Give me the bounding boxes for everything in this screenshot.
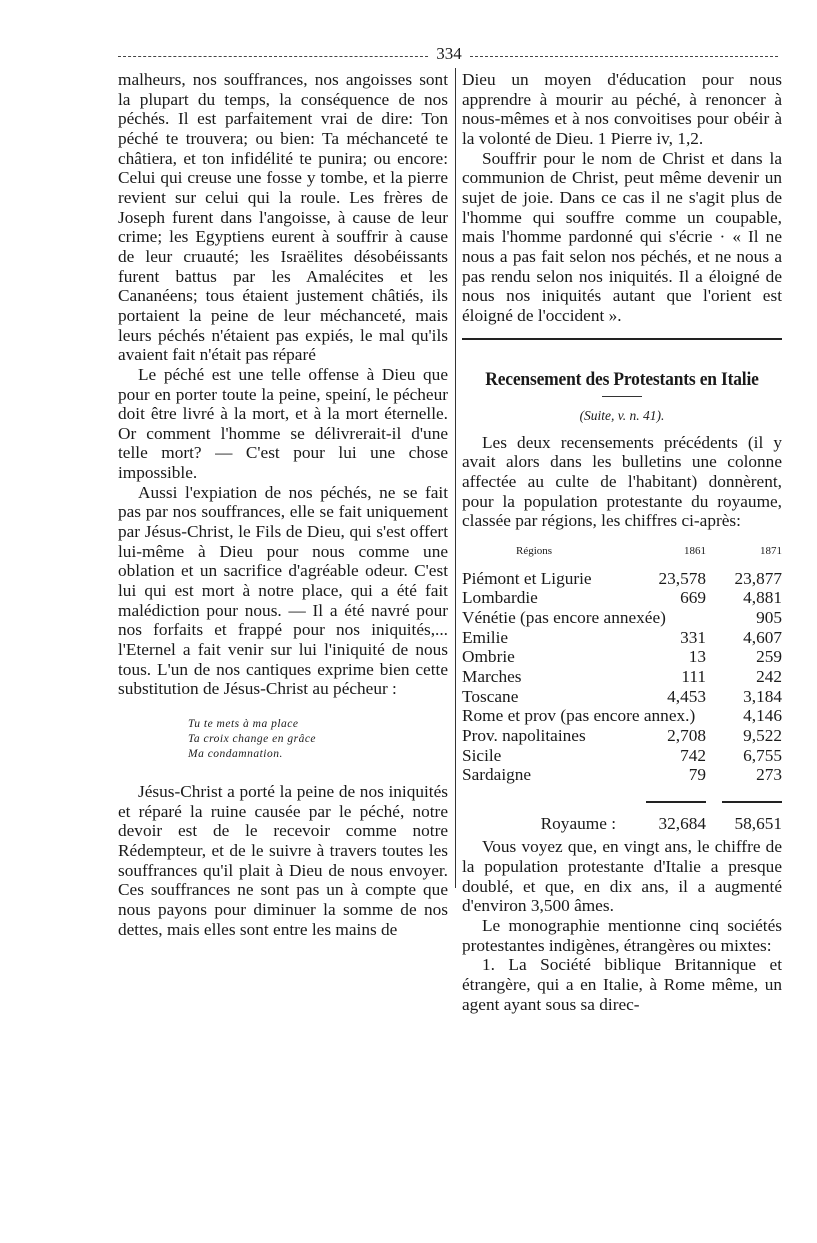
paragraph: Dieu un moyen d'éducation pour nous apprendre à mourir au péché, à renoncer à nous-mêmes et à nos convoitises pour obéir à la volonté de Dieu. 1 Pierre iv, 1,2. [462, 70, 782, 148]
paragraph: Vous voyez que, en vingt ans, le chiffre de la population protestante d'Italie a presque doublé, et que, en dix ans, il a augmenté d'environ 3,500 âmes. [462, 837, 782, 916]
left-column [118, 70, 448, 939]
table-row [462, 569, 782, 589]
header-1861: 1861 [684, 544, 706, 557]
section-rule [462, 338, 782, 340]
table-row [462, 667, 782, 687]
total-label: Royaume : [540, 813, 616, 833]
value-1871: 4,146 [743, 706, 782, 726]
region-name: Sardaigne [462, 765, 532, 785]
section-subtitle: (Suite, v. n. 41). [579, 407, 665, 423]
region-name: Rome et prov (pas encore annex.) [462, 706, 696, 726]
verse-line: Tu te mets à ma place [188, 718, 299, 730]
value-1861: 669 [680, 588, 706, 608]
region-name: Toscane [462, 686, 519, 706]
paragraph: Le péché est une telle offense à Dieu que pour en porter toute la peine, speiní, le pécheur doit être livré à la mort, et à la mort éternelle. Or comment l'homme se délivrerait-il d'une telle mort? — C'est pour lui une chose impossible. [118, 364, 448, 483]
table-row [462, 647, 782, 667]
paragraph: 1. La Société biblique Britannique et étrangère, qui a en Italie, à Rome même, un agent ayant sous sa direc- [462, 955, 782, 1014]
right-column [462, 70, 782, 1014]
value-1861: 23,578 [658, 568, 706, 588]
total-1861: 32,684 [658, 813, 706, 833]
total-1871: 58,651 [734, 813, 782, 833]
verse-line: Ma condamnation. [188, 748, 283, 760]
paragraph: Le monographie mentionne cinq sociétés protestantes indigènes, étrangères ou mixtes: [462, 915, 782, 955]
header-rule-left [118, 56, 428, 57]
sum-rule [646, 801, 706, 803]
value-1861: 331 [680, 627, 706, 647]
section-title: Recensement des Protestants en Italie [485, 368, 759, 390]
page-number: 334 [436, 44, 462, 63]
header-rule-right [470, 56, 778, 57]
table-row [462, 726, 782, 746]
verse-line: Ta croix change en grâce [188, 733, 317, 745]
sum-rule [722, 801, 782, 803]
table-row [462, 706, 782, 726]
value-1871: 3,184 [743, 686, 782, 706]
table-row [462, 608, 782, 628]
region-name: Vénétie (pas encore annexée) [462, 608, 666, 628]
census-body [462, 569, 782, 785]
table-row [462, 765, 782, 785]
value-1861: 2,708 [667, 726, 706, 746]
region-name: Piémont et Ligurie [462, 568, 592, 588]
region-name: Ombrie [462, 647, 515, 667]
region-name: Marches [462, 667, 522, 687]
title-rule [602, 396, 642, 397]
table-header-row [462, 543, 782, 569]
header-regions: Régions [516, 544, 553, 557]
value-1871: 6,755 [743, 745, 782, 765]
table-row [462, 746, 782, 766]
value-1871: 23,877 [734, 568, 782, 588]
table-row [462, 687, 782, 707]
header-1871: 1871 [760, 544, 782, 557]
value-1871: 4,881 [743, 588, 782, 608]
value-1871: 4,607 [743, 627, 782, 647]
section-intro: Les deux recensements précédents (il y avait alors dans les bulletins une colonne affectée au culte de l'habitant) donnèrent, pour la population protestante du royaume, classée par régions, les chiffres ci-après: [462, 432, 782, 531]
value-1871: 273 [756, 765, 782, 785]
paragraph: malheurs, nos souffrances, nos angoisses sont la plupart du temps, la conséquence de nos péchés. Il est parfaitement vrai de dire: Ton péché te trouvera; ou bien: Ta méchanceté te châtiera, et ton infidélité te punira; ou encore: Celui qui creuse une fosse y tombe, et la pierre revient sur celui qui la roule. Les frères de Joseph furent dans l'angoisse, à cause de leur crime; les Egyptiens eurent à souffrir à cause de leur cruauté; les Israëlites désobéissants furent battus par les Amalécites et les Cananéens; tous étaient justement châtiés, ils portaient la peine de leur méchanceté, mais leurs péchés n'étaient pas expiés, le mal qu'ils avaient fait n'était pas réparé [118, 70, 448, 365]
column-divider [455, 68, 456, 888]
region-name: Prov. napolitaines [462, 726, 586, 746]
value-1871: 259 [756, 647, 782, 667]
region-name: Emilie [462, 627, 509, 647]
paragraph: Jésus-Christ a porté la peine de nos iniquités et réparé la ruine causée par le péché, notre devoir est de le recevoir comme notre Rédempteur, et de le suivre à travers toutes les souffrances qu'il plait à Dieu de nous envoyer. Ces souffrances ne sont pas un à compte que nous payons pour diminuer la somme de nos dettes, mais elles sont entre les mains de [118, 782, 448, 939]
total-row [462, 814, 782, 834]
value-1861: 111 [681, 667, 706, 687]
region-name: Lombardie [462, 588, 538, 608]
table-row [462, 628, 782, 648]
table-row [462, 588, 782, 608]
value-1871: 9,522 [743, 726, 782, 746]
value-1861: 13 [688, 647, 706, 667]
value-1871: 242 [756, 667, 782, 687]
value-1871: 905 [756, 608, 782, 628]
paragraph: Souffrir pour le nom de Christ et dans la communion de Christ, peut même devenir un sujet de joie. Dans ce cas il ne s'agit plus de l'homme qui souffre comme un coupable, mais l'homme pardonné qui s'écrie · « Il ne nous a pas fait selon nos péchés, et ne nous a pas rendu selon nos iniquités. Il a éloigné de nous nos iniquités autant que l'orient est éloigné de l'occident ». [462, 148, 782, 325]
census-table [462, 543, 782, 834]
hymn-verse [188, 717, 448, 762]
region-name: Sicile [462, 745, 502, 765]
value-1861: 742 [680, 745, 706, 765]
page-header [118, 44, 778, 64]
paragraph: Aussi l'expiation de nos péchés, ne se fait pas par nos souffrances, elle se fait uniquement par Jésus-Christ, le Fils de Dieu, qui s'est offert lui-même à Dieu pour nous comme une oblation et un sacrifice d'agréable odeur. C'est lui qui est mort à notre place, qui a été fait malédiction pour nous. — Il a été navré pour nos forfaits et frappé pour nos iniquités,... l'Eternel a fait venir sur lui l'iniquité de nous tous. L'un de nos cantiques exprime bien cette substitution de Jésus-Christ au pécheur : [118, 482, 448, 699]
sum-rules [462, 785, 782, 814]
value-1861: 4,453 [667, 686, 706, 706]
value-1861: 79 [688, 765, 706, 785]
